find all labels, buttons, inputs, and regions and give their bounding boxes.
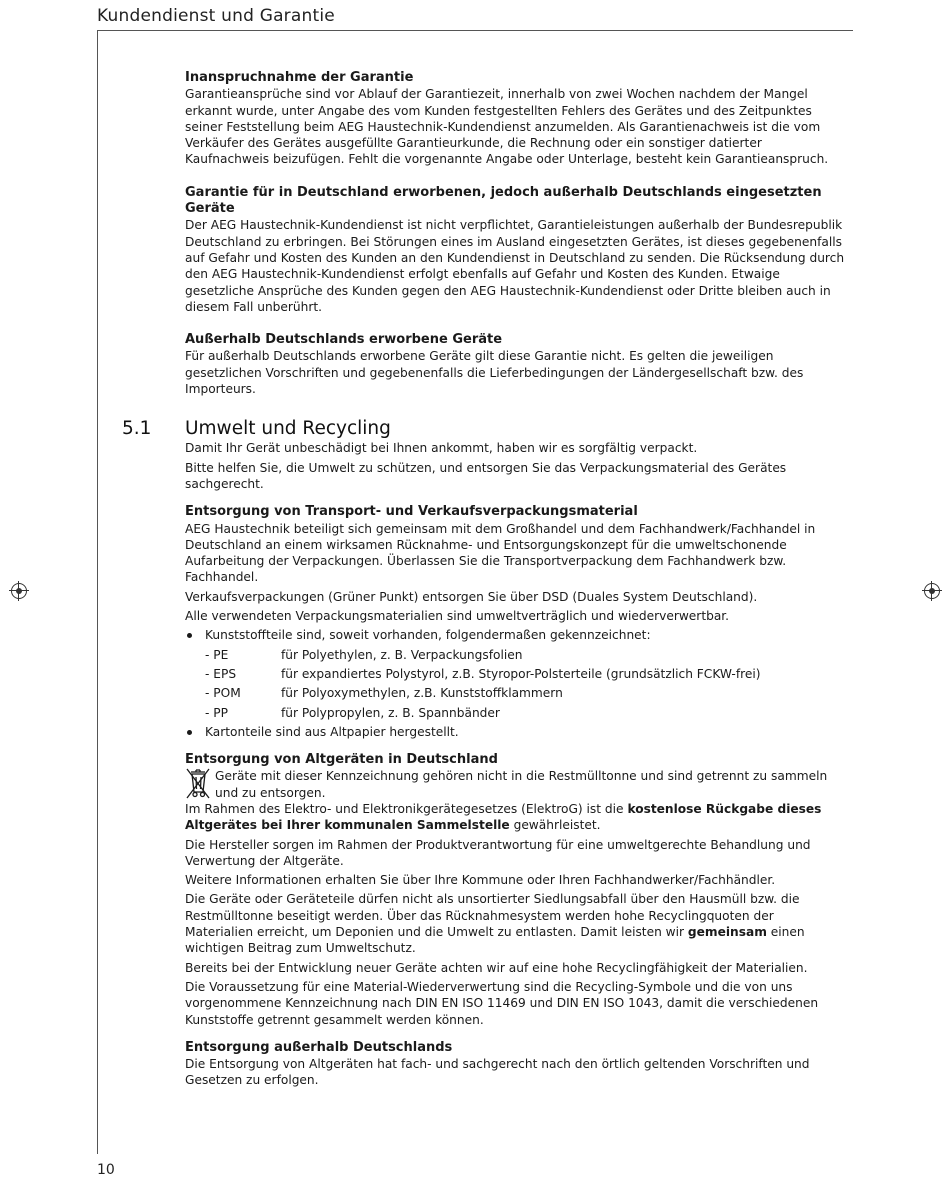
heading-ausserhalb-erworben: Außerhalb Deutschlands erworbene Geräte — [185, 332, 503, 348]
bullet-kunststoffteile: Kunststoffteile sind, soweit vorhanden, folgendermaßen gekennzeichnet: — [185, 627, 845, 643]
heading-altgeraete: Entsorgung von Altgeräten in Deutschland — [185, 752, 498, 768]
material-row-eps — [185, 666, 845, 682]
text-inanspruchnahme: Garantieansprüche sind vor Ablauf der Garantiezeit, innerhalb von zwei Wochen nachdem der Mangel erkannt wurde, unter Angabe des vom Kunden festgestellten Fehlers des Gerätes und des Zeitpunktes seiner Feststellung beim AEG Haustechnik-Kundendienst anzumelden. Als Garantienachweis ist die vom Verkäufer des Gerätes ausgefüllte Garantieurkunde, die Rechnung oder ein sonstiger datierter Kaufnachweis beizufügen. Fehlt die vorgenannte Angabe oder Unterlage, besteht kein Garantieanspruch. — [185, 87, 829, 167]
material-desc: für expandiertes Polystyrol, z.B. Styropor-Polsterteile (grundsätzlich FCKW-frei) — [281, 666, 761, 681]
text-span: einen wichtigen Beitrag zum Umweltschutz. — [185, 925, 805, 956]
heading-ausserhalb-eingesetzt: Garantie für in Deutschland erworbenen, jedoch außerhalb Deutschlands eingesetzten Geräte — [185, 184, 822, 217]
text-ausserhalb-eingesetzt: Der AEG Haustechnik-Kundendienst ist nicht verpflichtet, Garantieleistungen außerhalb der Bundesrepublik Deutschland zu erbringen. Bei Störungen eines im Ausland eingesetzten Gerätes, ist dieses gegebenenfalls auf Gefahr und Kosten des Kunden an den Kundendienst in Deutschland zu senden. Die Rücksendung durch den AEG Haustechnik-Kundendienst erfolgt ebenfalls auf Gefahr und Kosten des Kunden. Etwaige gesetzliche Ansprüche des Kunden gegen den AEG Haustechnik-Kundendienst oder Dritte bleiben auch in diesem Fall unberührt. — [185, 218, 845, 314]
text-ausserhalb-erworben: Für außerhalb Deutschlands erworbene Geräte gilt diese Garantie nicht. Es gelten die jeweiligen gesetzlichen Vorschriften und gegebenenfalls die Lieferbedingungen der Ländergesellschaft bzw. des Importeurs. — [185, 349, 804, 397]
material-row-pe — [185, 647, 845, 663]
text-span: Die Geräte oder Geräteteile dürfen nicht als unsortierter Siedlungsabfall über den Hausmüll bzw. die Restmülltonne beseitigt werden. Über das Rücknahmesystem werden hohe Recyclingquoten der Materialien erreicht, um Deponien und die Umwelt zu entlasten. Damit leisten wir — [185, 892, 800, 940]
registration-mark-icon — [924, 583, 940, 599]
section-title-umwelt — [122, 418, 845, 440]
text-span: gewährleistet. — [509, 818, 601, 833]
material-desc: für Polyethylen, z. B. Verpackungsfolien — [281, 647, 523, 662]
bullet-kartonteile: Kartonteile sind aus Altpapier hergestellt. — [185, 724, 845, 740]
material-row-pp — [185, 705, 845, 721]
verpackung-p2: Verkaufsverpackungen (Grüner Punkt) entsorgen Sie über DSD (Duales System Deutschland). — [185, 589, 758, 604]
text-span: Im Rahmen des Elektro- und Elektronikgerätegesetzes (ElektroG) ist die — [185, 801, 628, 816]
weee-text: Geräte mit dieser Kennzeichnung gehören nicht in die Restmülltonne und sind getrennt zu sammeln und zu entsorgen. — [215, 769, 828, 800]
heading-verpackung: Entsorgung von Transport- und Verkaufsverpackungsmaterial — [185, 504, 638, 520]
altgeraete-p3: Weitere Informationen erhalten Sie über Ihre Kommune oder Ihren Fachhandwerker/Fachhändler. — [185, 873, 776, 888]
bold-text: kostenlose Rückgabe dieses Altgerätes bei Ihrer kommunalen Sammelstelle — [185, 801, 822, 833]
left-margin-rule — [97, 30, 98, 1154]
registration-mark-icon — [11, 583, 27, 599]
verpackung-p3: Alle verwendeten Verpackungsmaterialien sind umweltverträglich und wiederverwertbar. — [185, 609, 730, 624]
page-header-title: Kundendienst und Garantie — [97, 6, 335, 26]
umwelt-intro-1: Damit Ihr Gerät unbeschädigt bei Ihnen ankommt, haben wir es sorgfältig verpackt. — [185, 441, 698, 456]
material-desc: für Polypropylen, z. B. Spannbänder — [281, 705, 500, 720]
altgeraete-p1 — [185, 801, 845, 834]
heading-ausland: Entsorgung außerhalb Deutschlands — [185, 1039, 453, 1055]
altgeraete-p2: Die Hersteller sorgen im Rahmen der Produktverantwortung für eine umweltgerechte Behandlung und Verwertung der Altgeräte. — [185, 837, 811, 868]
page-content — [122, 70, 845, 1089]
material-code: - PE — [205, 647, 229, 662]
heading-inanspruchnahme: Inanspruchnahme der Garantie — [185, 70, 414, 85]
altgeraete-p5: Bereits bei der Entwicklung neuer Geräte achten wir auf eine hohe Recyclingfähigkeit der Materialien. — [185, 960, 808, 975]
altgeraete-p6: Die Voraussetzung für eine Material-Wiederverwertung sind die Recycling-Symbole und die von uns vorgenommene Kennzeichnung nach DIN EN ISO 11469 und DIN EN ISO 1043, damit die verschiedenen Kunststoffe getrennt gesammelt werden können. — [185, 979, 819, 1027]
ausland-text: Die Entsorgung von Altgeräten hat fach- und sachgerecht nach den örtlich geltenden Vorschriften und Gesetzen zu erfolgen. — [185, 1057, 810, 1088]
section-number: 5.1 — [122, 418, 152, 440]
page-number: 10 — [97, 1162, 115, 1178]
altgeraete-p4 — [185, 891, 845, 956]
verpackung-p1: AEG Haustechnik beteiligt sich gemeinsam mit dem Großhandel und dem Fachhandwerk/Fachhandel in Deutschland an einem wirksamen Rücknahme- und Entsorgungskonzept für die umweltschonende Aufarbeitung der Verpackungen. Überlassen Sie die Transportverpackung dem Fachhandwerk bzw. Fachhandel. — [185, 521, 816, 585]
material-row-pom — [185, 685, 845, 701]
material-desc: für Polyoxymethylen, z.B. Kunststoffklammern — [281, 686, 563, 701]
material-code: - POM — [205, 686, 241, 701]
header-rule — [97, 30, 853, 31]
umwelt-intro-2: Bitte helfen Sie, die Umwelt zu schützen, und entsorgen Sie das Verpackungsmaterial des Gerätes sachgerecht. — [185, 460, 787, 491]
bold-text: gemeinsam — [687, 925, 767, 940]
material-code: - PP — [205, 705, 228, 720]
section-title-text: Umwelt und Recycling — [185, 418, 391, 440]
material-code: - EPS — [205, 666, 237, 681]
weee-notice — [185, 768, 845, 801]
crossed-out-wheelie-bin-icon — [185, 767, 211, 800]
